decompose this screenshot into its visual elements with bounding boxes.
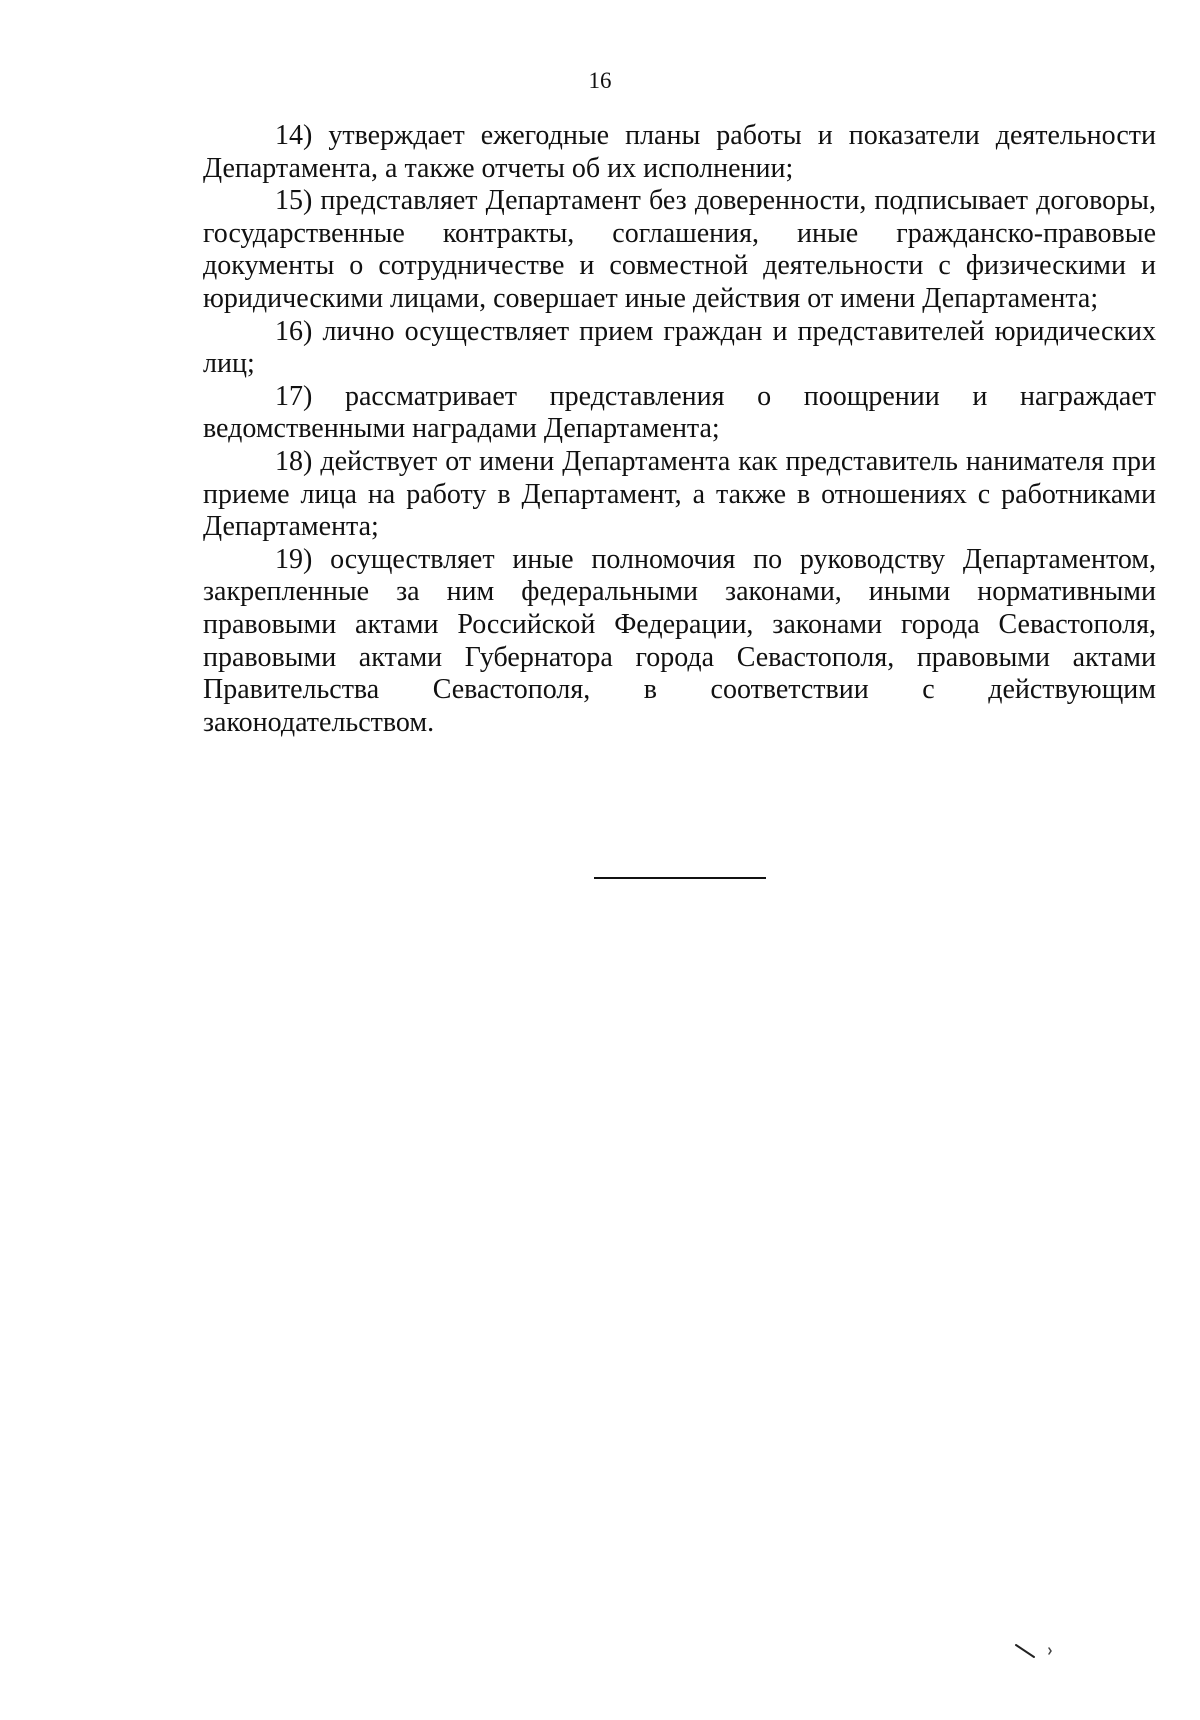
scan-mark-icon (1014, 1642, 1058, 1662)
end-separator-line (594, 877, 766, 879)
paragraph-item-19: 19) осуществляет иные полномочия по руководству Департаментом, закрепленные за ним федеральными законами, иными нормативными правовыми актами Российской Федерации, законами города Севастополя, правовыми актами Губернатора города Севастополя, правовыми актами Правительства Севастополя, в соответствии с действующим законодательством. (203, 543, 1156, 738)
paragraph-item-15: 15) представляет Департамент без доверенности, подписывает договоры, государственные контракты, соглашения, иные гражданско-правовые документы о сотрудничестве и совместной деятельности с физическими и юридическими лицами, совершает иные действия от имени Департамента; (203, 185, 1156, 314)
paragraph-item-14: 14) утверждает ежегодные планы работы и показатели деятельности Департамента, а также отчеты об их исполнении; (203, 120, 1156, 184)
paragraph-item-16: 16) лично осуществляет прием граждан и представителей юридических лиц; (203, 315, 1156, 380)
page-number: 16 (588, 68, 612, 93)
paragraph-item-17: 17) рассматривает представления о поощрении и награждает ведомственными наградами Департамента; (203, 380, 1156, 445)
document-body (203, 120, 1156, 739)
paragraph-item-18: 18) действует от имени Департамента как представитель нанимателя при приеме лица на работу в Департамент, а также в отношениях с работниками Департамента; (203, 445, 1156, 543)
